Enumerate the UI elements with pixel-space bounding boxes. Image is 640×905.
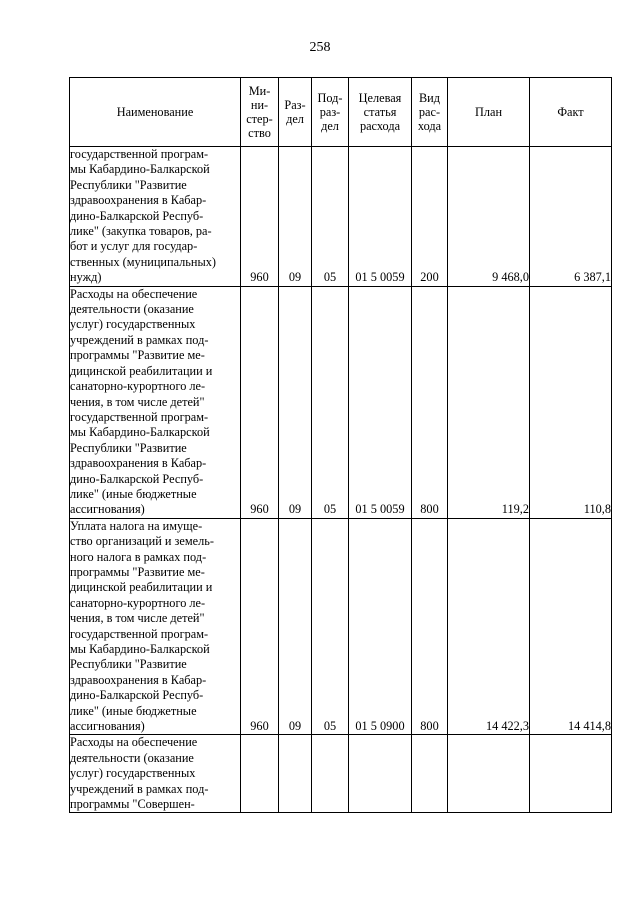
- header-plan: План: [448, 78, 530, 147]
- row-target: 01 5 0059: [349, 147, 412, 287]
- header-row: [70, 78, 612, 147]
- row-plan: [448, 735, 530, 813]
- header-ministry: Ми- ни- стер- ство: [241, 78, 279, 147]
- header-subsection: Под- раз- дел: [312, 78, 349, 147]
- row-section: 09: [279, 518, 312, 735]
- header-name: Наименование: [70, 78, 241, 147]
- row-ministry: 960: [241, 518, 279, 735]
- row-ministry: [241, 735, 279, 813]
- row-subsection: [312, 735, 349, 813]
- page-number: 258: [309, 40, 331, 55]
- header-section: Раз- дел: [279, 78, 312, 147]
- row-section: 09: [279, 147, 312, 287]
- header-fact: Факт: [530, 78, 612, 147]
- row-name: Расходы на обеспечение деятельности (оказание услуг) государственных учреждений в рамках под- программы "Развитие ме- дицинской реабилитации и санаторно-курортного ле- чения, в том числе детей" государственной програм- мы Кабардино-Балкарской Республики "Развитие здравоохранения в Кабар- дино-Балкарской Респуб- лике" (иные бюджетные ассигнования): [70, 286, 241, 518]
- row-name: Расходы на обеспечение деятельности (оказание услуг) государственных учреждений в рамках под- программы "Совершен-: [70, 735, 241, 813]
- row-section: [279, 735, 312, 813]
- row-type: 200: [412, 147, 448, 287]
- row-section: 09: [279, 286, 312, 518]
- row-plan: 119,2: [448, 286, 530, 518]
- row-target: 01 5 0059: [349, 286, 412, 518]
- row-subsection: 05: [312, 518, 349, 735]
- row-fact: [530, 735, 612, 813]
- budget-table: [69, 77, 612, 813]
- row-name: Уплата налога на имуще- ство организаций и земель- ного налога в рамках под- программы "Развитие ме- дицинской реабилитации и санаторно-курортного ле- чения, в том числе детей" государственной програм- мы Кабардино-Балкарской Республики "Развитие здравоохранения в Кабар- дино-Балкарской Респуб- лике" (иные бюджетные ассигнования): [70, 518, 241, 735]
- row-fact: 6 387,1: [530, 147, 612, 287]
- row-subsection: 05: [312, 147, 349, 287]
- table-row: [70, 147, 612, 287]
- row-fact: 110,8: [530, 286, 612, 518]
- row-subsection: 05: [312, 286, 349, 518]
- header-type: Вид рас- хода: [412, 78, 448, 147]
- row-plan: 14 422,3: [448, 518, 530, 735]
- table-row: [70, 286, 612, 518]
- row-name: государственной програм- мы Кабардино-Балкарской Республики "Развитие здравоохранения в Кабар- дино-Балкарской Респуб- лике" (закупка товаров, ра- бот и услуг для государ- ственных (муниципальных) нужд): [70, 147, 241, 287]
- row-type: 800: [412, 286, 448, 518]
- header-target: Целевая статья расхода: [349, 78, 412, 147]
- row-type: 800: [412, 518, 448, 735]
- row-target: [349, 735, 412, 813]
- row-fact: 14 414,8: [530, 518, 612, 735]
- row-ministry: 960: [241, 286, 279, 518]
- row-ministry: 960: [241, 147, 279, 287]
- row-type: [412, 735, 448, 813]
- table-row: [70, 518, 612, 735]
- table-row: [70, 735, 612, 813]
- row-target: 01 5 0900: [349, 518, 412, 735]
- row-plan: 9 468,0: [448, 147, 530, 287]
